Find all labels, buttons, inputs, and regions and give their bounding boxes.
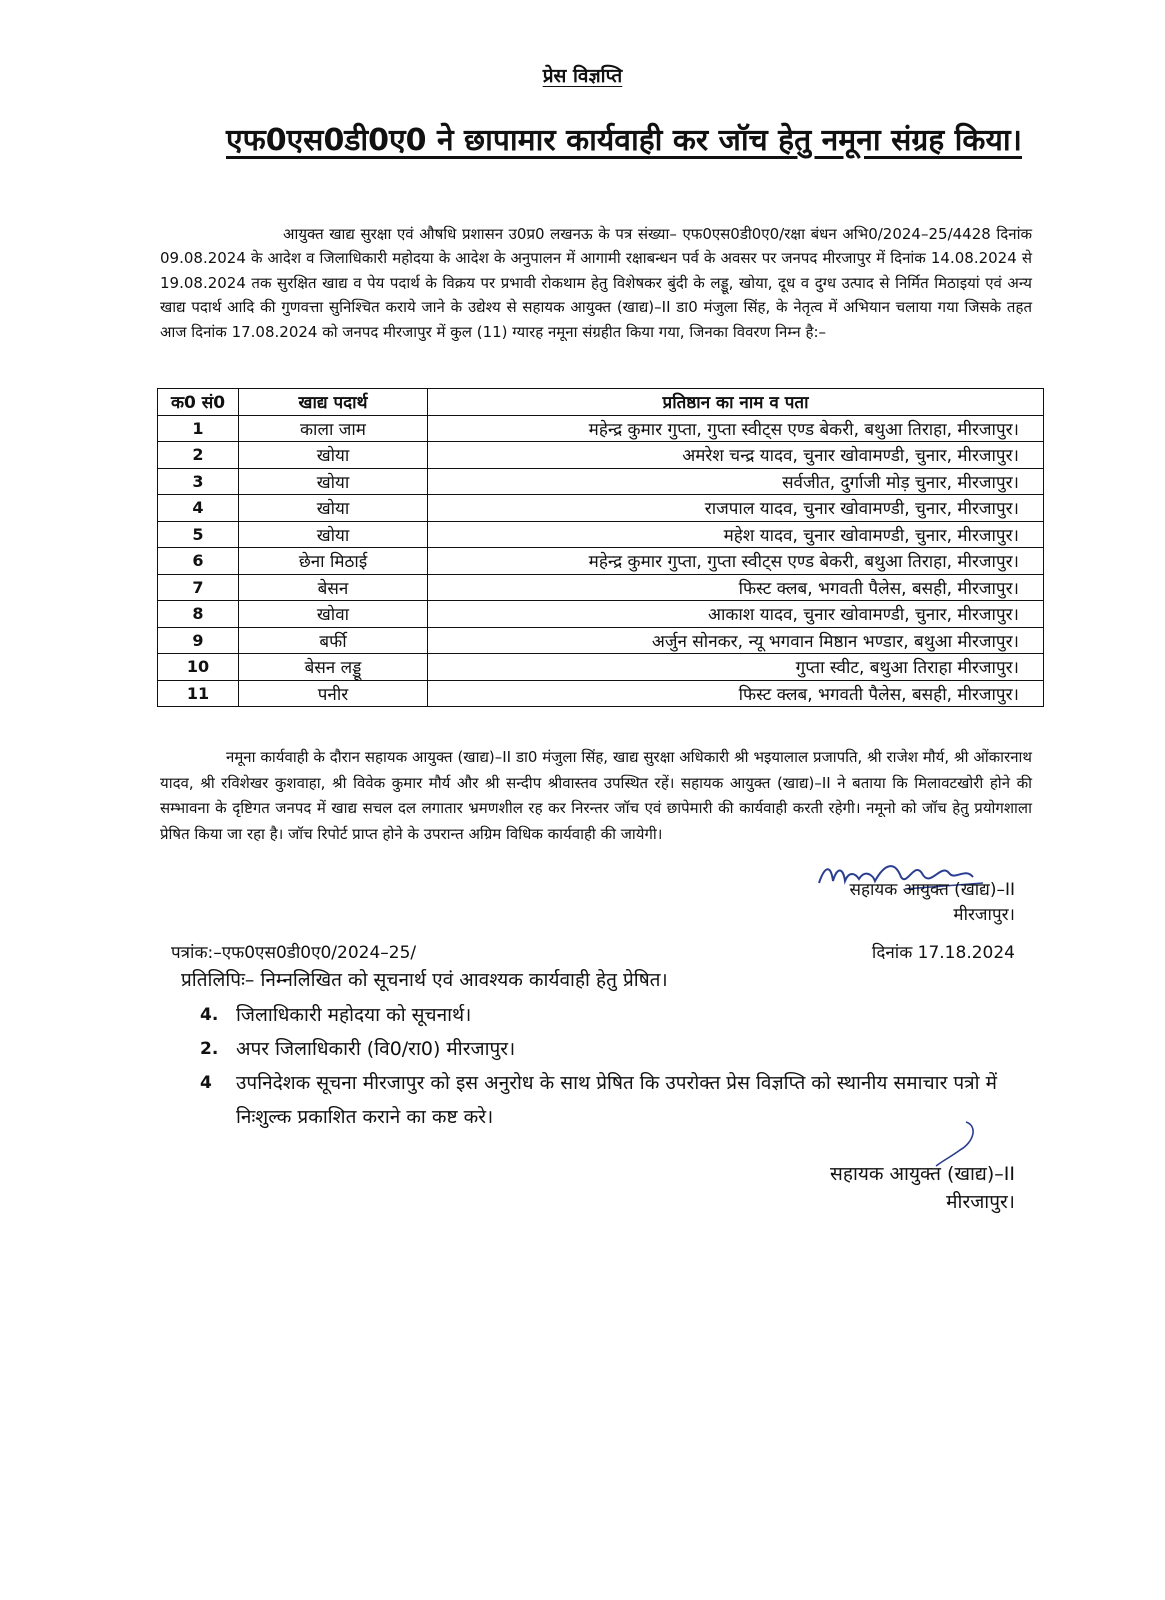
- table-row: [158, 654, 1044, 681]
- cell-establishment: राजपाल यादव, चुनार खोवामण्डी, चुनार, मीरजापुर।: [428, 495, 1044, 522]
- cell-serial: 1: [158, 415, 239, 442]
- cell-establishment: गुप्ता स्वीट, बथुआ तिराहा मीरजापुर।: [428, 654, 1044, 681]
- copy-to-item-number: 2.: [200, 1039, 219, 1059]
- table-row: [158, 601, 1044, 628]
- table-row: [158, 627, 1044, 654]
- cell-serial: 5: [158, 521, 239, 548]
- cell-establishment: आकाश यादव, चुनार खोवामण्डी, चुनार, मीरजापुर।: [428, 601, 1044, 628]
- cell-establishment: महेन्द्र कुमार गुप्ता, गुप्ता स्वीट्स एण्ड बेकरी, बथुआ तिराहा, मीरजापुर।: [428, 415, 1044, 442]
- copy-to-item-number: 4: [200, 1073, 212, 1093]
- cell-food-item: खोया: [239, 495, 428, 522]
- copy-to-item: [200, 998, 1020, 1032]
- cell-serial: 2: [158, 442, 239, 469]
- table-row: [158, 548, 1044, 575]
- signatory-block: [850, 878, 1016, 928]
- header-serial: क0 सं0: [158, 389, 239, 416]
- cell-food-item: खोया: [239, 521, 428, 548]
- table-row: [158, 468, 1044, 495]
- cell-serial: 6: [158, 548, 239, 575]
- cell-serial: 4: [158, 495, 239, 522]
- cell-food-item: खोया: [239, 468, 428, 495]
- footer-signatory-block: [830, 1160, 1015, 1216]
- signatory-designation: सहायक आयुक्त (खाद्य)–II: [849, 880, 1015, 900]
- cell-serial: 11: [158, 680, 239, 707]
- copy-to-item-text: अपर जिलाधिकारी (वि0/रा0) मीरजापुर।: [236, 1038, 516, 1060]
- copy-to-item-text: जिलाधिकारी महोदया को सूचनार्थ।: [236, 1004, 472, 1026]
- reference-number: पत्रांक:–एफ0एस0डी0ए0/2024–25/: [171, 943, 417, 963]
- cell-food-item: बर्फी: [239, 627, 428, 654]
- cell-food-item: पनीर: [239, 680, 428, 707]
- table-row: [158, 495, 1044, 522]
- copy-to-item-number: 4.: [200, 1005, 219, 1025]
- cell-establishment: महेन्द्र कुमार गुप्ता, गुप्ता स्वीट्स एण्ड बेकरी, बथुआ तिराहा, मीरजापुर।: [428, 548, 1044, 575]
- table-row: [158, 442, 1044, 469]
- table-row: [158, 521, 1044, 548]
- cell-food-item: खोया: [239, 442, 428, 469]
- signatory-district: मीरजापुर।: [953, 905, 1015, 925]
- document-label-text: प्रेस विज्ञप्ति: [542, 65, 623, 87]
- cell-serial: 8: [158, 601, 239, 628]
- copy-to-list: [200, 998, 1020, 1134]
- copy-to-intro: प्रतिलिपिः– निम्नलिखित को सूचनार्थ एवं आवश्यक कार्यवाही हेतु प्रेषित।: [181, 969, 668, 991]
- cell-establishment: सर्वजीत, दुर्गाजी मोड़ चुनार, मीरजापुर।: [428, 468, 1044, 495]
- copy-to-item: [200, 1032, 1020, 1066]
- cell-food-item: बेसन: [239, 574, 428, 601]
- copy-to-item: [200, 1066, 1020, 1134]
- cell-establishment: महेश यादव, चुनार खोवामण्डी, चुनार, मीरजापुर।: [428, 521, 1044, 548]
- sample-table-body: [158, 415, 1044, 707]
- cell-food-item: काला जाम: [239, 415, 428, 442]
- document-label: [0, 62, 1165, 88]
- sample-table: [157, 388, 1044, 707]
- table-row: [158, 574, 1044, 601]
- footer-designation: सहायक आयुक्त (खाद्य)–II: [830, 1163, 1015, 1185]
- cell-food-item: खोवा: [239, 601, 428, 628]
- cell-establishment: फिस्ट क्लब, भगवती पैलेस, बसही, मीरजापुर।: [428, 680, 1044, 707]
- headline: एफ0एस0डी0ए0 ने छापामार कार्यवाही कर जॉच हेतु नमूना संग्रह किया।: [226, 123, 1023, 158]
- cell-food-item: बेसन लड्डू: [239, 654, 428, 681]
- cell-establishment: अर्जुन सोनकर, न्यू भगवान मिष्ठान भण्डार, बथुआ मीरजापुर।: [428, 627, 1044, 654]
- reference-date: दिनांक 17.18.2024: [871, 943, 1015, 963]
- table-row: [158, 680, 1044, 707]
- cell-serial: 9: [158, 627, 239, 654]
- cell-serial: 3: [158, 468, 239, 495]
- footer-district: मीरजापुर।: [946, 1191, 1015, 1213]
- table-row: [158, 415, 1044, 442]
- cell-establishment: फिस्ट क्लब, भगवती पैलेस, बसही, मीरजापुर।: [428, 574, 1044, 601]
- cell-serial: 7: [158, 574, 239, 601]
- copy-to-item-text: उपनिदेशक सूचना मीरजापुर को इस अनुरोध के साथ प्रेषित कि उपरोक्त प्रेस विज्ञप्ति को स्थानीय समाचार पत्रो में निःशुल्क प्रकाशित कराने का कष्ट करे।: [236, 1072, 997, 1128]
- cell-establishment: अमरेश चन्द्र यादव, चुनार खोवामण्डी, चुनार, मीरजापुर।: [428, 442, 1044, 469]
- table-header-row: [158, 389, 1044, 416]
- cell-serial: 10: [158, 654, 239, 681]
- intro-paragraph: आयुक्त खाद्य सुरक्षा एवं औषधि प्रशासन उ0प्र0 लखनऊ के पत्र संख्या– एफ0एस0डी0ए0/रक्षा बंधन अभि0/2024–25/4428 दिनांक 09.08.2024 के आदेश व जिलाधिकारी महोदया के आदेश के अनुपालन में आगामी रक्षाबन्धन पर्व के अवसर पर जनपद मीरजापुर में दिनांक 14.08.2024 से 19.08.2024 तक सुरक्षित खाद्य व पेय पदार्थ के विक्रय पर प्रभावी रोकथाम हेतु विशेषकर बुंदी के लड्डू, खोया, दूध व दुग्ध उत्पाद से निर्मित मिठाइयां एवं अन्य खाद्य पदार्थ आदि की गुणवत्ता सुनिश्चित कराये जाने के उद्येश्य से सहायक आयुक्त (खाद्य)–II डा0 मंजुला सिंह, के नेतृत्व में अभियान चलाया गया जिसके तहत आज दिनांक 17.08.2024 को जनपद मीरजापुर में कुल (11) ग्यारह नमूना संग्रहीत किया गया, जिनका विवरण निम्न है:–: [160, 225, 1032, 341]
- header-establishment: प्रतिष्ठान का नाम व पता: [428, 389, 1044, 416]
- cell-food-item: छेना मिठाई: [239, 548, 428, 575]
- header-food-item: खाद्य पदार्थ: [239, 389, 428, 416]
- closing-paragraph: नमूना कार्यवाही के दौरान सहायक आयुक्त (खाद्य)–II डा0 मंजुला सिंह, खाद्य सुरक्षा अधिकारी श्री भइयालाल प्रजापति, श्री राजेश मौर्य, श्री ओंकारनाथ यादव, श्री रविशेखर कुशवाहा, श्री विवेक कुमार मौर्य और श्री सन्दीप श्रीवास्तव उपस्थित रहें। सहायक आयुक्त (खाद्य)–II ने बताया कि मिलावटखोरी होने की सम्भावना के दृष्टिगत जनपद में खाद्य सचल दल लगातार भ्रमणशील रह कर निरन्तर जॉच एवं छापेमारी की कार्यवाही करती रहेगी। नमूनो को जॉच हेतु प्रयोगशाला प्रेषित किया जा रहा है। जॉच रिपोर्ट प्राप्त होने के उपरान्त अग्रिम विधिक कार्यवाही की जायेगी।: [160, 748, 1032, 843]
